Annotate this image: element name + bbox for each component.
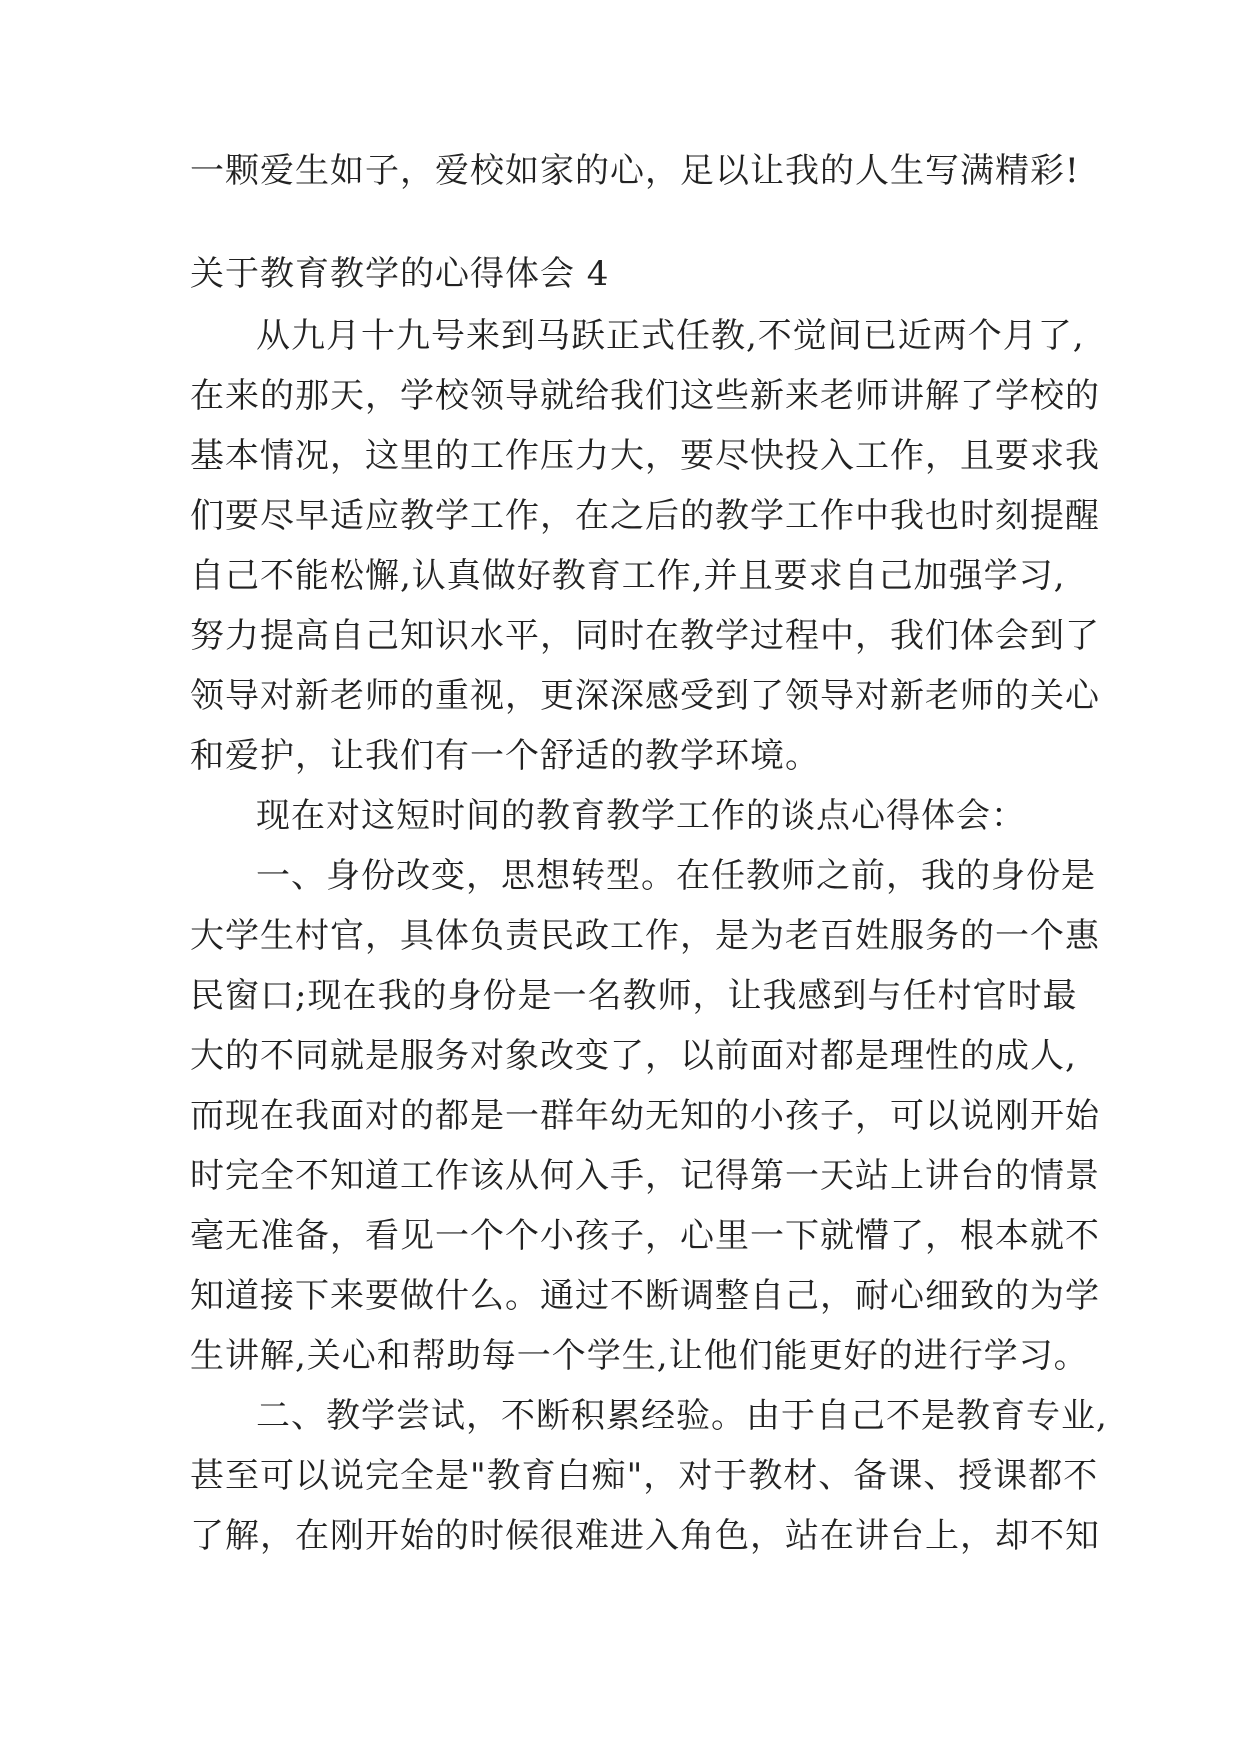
paragraph-line: 了解，在刚开始的时候很难进入角色，站在讲台上，却不知 <box>190 1516 1100 1556</box>
paragraph-line: 知道接下来要做什么。通过不断调整自己，耐心细致的为学 <box>190 1276 1100 1316</box>
paragraph-line: 二、教学尝试，不断积累经验。由于自己不是教育专业, <box>256 1396 1108 1436</box>
paragraph-line: 在来的那天，学校领导就给我们这些新来老师讲解了学校的 <box>190 376 1100 416</box>
paragraph-line: 们要尽早适应教学工作，在之后的教学工作中我也时刻提醒 <box>190 496 1100 536</box>
paragraph-line: 领导对新老师的重视，更深深感受到了领导对新老师的关心 <box>190 676 1100 716</box>
paragraph-line: 现在对这短时间的教育教学工作的谈点心得体会： <box>256 796 1026 836</box>
paragraph-line: 大的不同就是服务对象改变了，以前面对都是理性的成人, <box>190 1036 1077 1076</box>
text-line: 一颗爱生如子，爱校如家的心，足以让我的人生写满精彩! <box>190 151 1080 191</box>
paragraph-line: 大学生村官，具体负责民政工作，是为老百姓服务的一个惠 <box>190 916 1100 956</box>
paragraph-line: 努力提高自己知识水平，同时在教学过程中，我们体会到了 <box>190 616 1100 656</box>
paragraph-line: 毫无准备，看见一个个小孩子，心里一下就懵了，根本就不 <box>190 1216 1100 1256</box>
paragraph-line: 甚至可以说完全是"教育白痴"，对于教材、备课、授课都不 <box>190 1456 1099 1496</box>
paragraph-line: 时完全不知道工作该从何入手，记得第一天站上讲台的情景 <box>190 1156 1100 1196</box>
paragraph-line: 一、身份改变，思想转型。在任教师之前，我的身份是 <box>256 856 1096 896</box>
paragraph-line: 基本情况，这里的工作压力大，要尽快投入工作，且要求我 <box>190 436 1100 476</box>
section-heading: 关于教育教学的心得体会 4 <box>190 254 610 294</box>
paragraph-line: 生讲解,关心和帮助每一个学生,让他们能更好的进行学习。 <box>190 1336 1089 1376</box>
paragraph-line: 自己不能松懈,认真做好教育工作,并且要求自己加强学习, <box>190 556 1066 596</box>
paragraph-line: 和爱护，让我们有一个舒适的教学环境。 <box>190 736 820 776</box>
paragraph-line: 而现在我面对的都是一群年幼无知的小孩子，可以说刚开始 <box>190 1096 1100 1136</box>
paragraph-line: 从九月十九号来到马跃正式任教,不觉间已近两个月了, <box>256 316 1085 356</box>
paragraph-line: 民窗口;现在我的身份是一名教师，让我感到与任村官时最 <box>190 976 1078 1016</box>
